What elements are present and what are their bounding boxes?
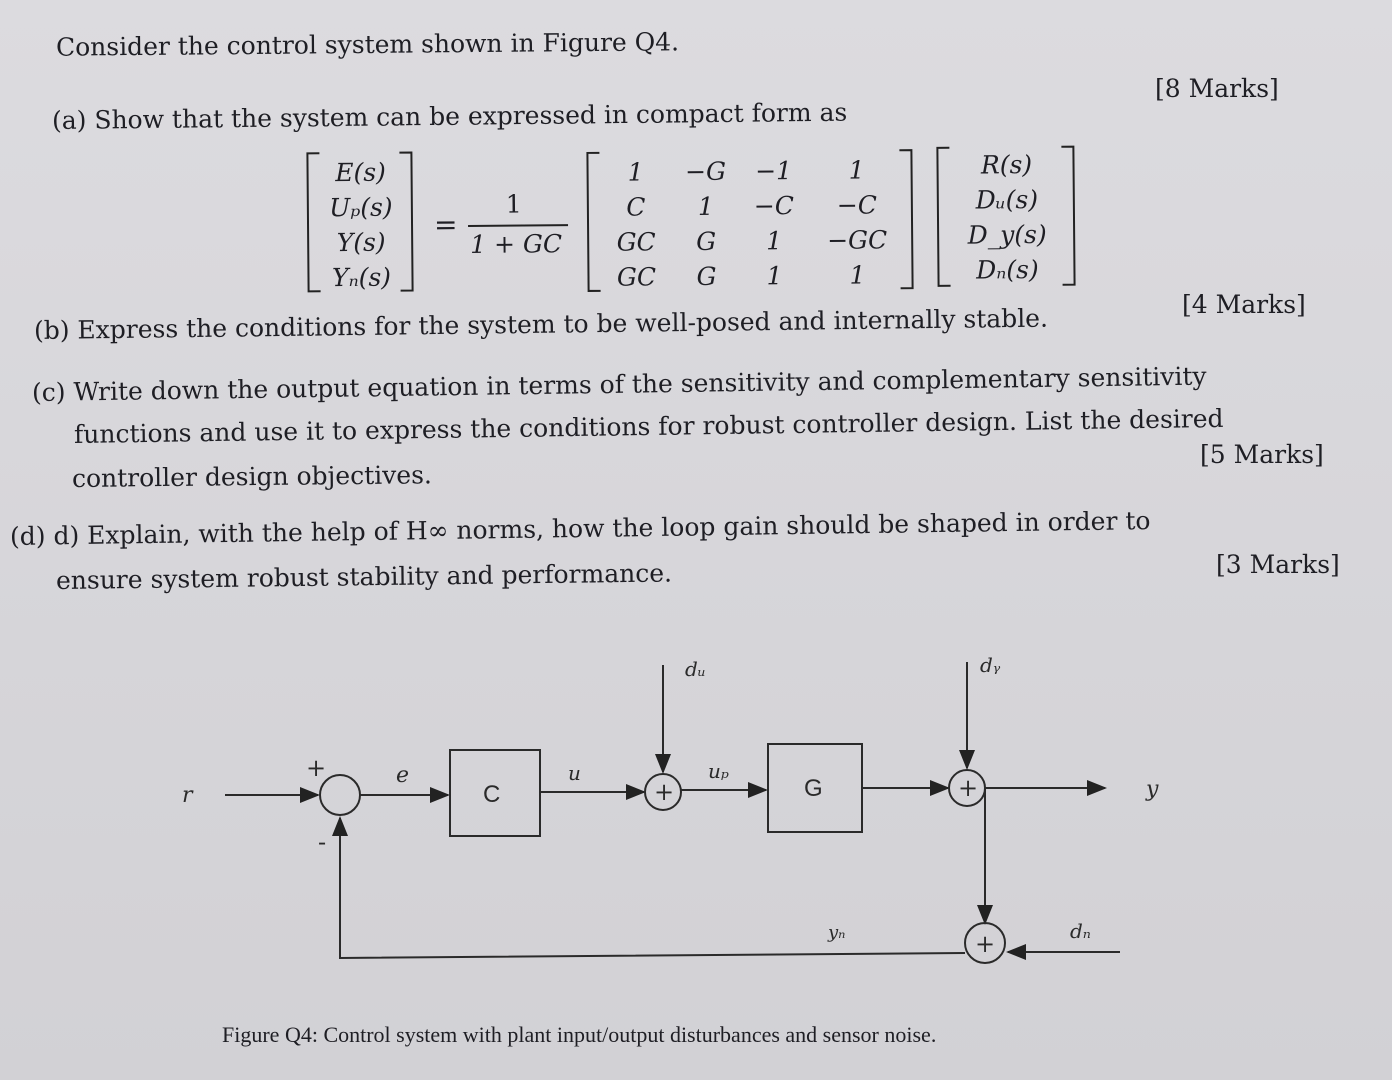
label-sum-plus-3: + bbox=[975, 930, 996, 958]
lhs-up: Uₚ(s) bbox=[329, 192, 393, 223]
compact-form-equation bbox=[299, 137, 1090, 304]
matrix-col-2 bbox=[671, 154, 740, 295]
fraction-denominator: 1 + GC bbox=[470, 229, 563, 259]
label-dy: dᵧ bbox=[980, 653, 1001, 677]
part-d-line-2: ensure system robust stability and performance. bbox=[55, 558, 673, 595]
part-c-line-2: functions and use it to express the conditions for robust controller design. List the desired bbox=[73, 403, 1224, 449]
m-1-3: −C bbox=[836, 190, 878, 220]
rhs-dy: D_y(s) bbox=[967, 219, 1047, 250]
part-b-marks: [4 Marks] bbox=[1182, 290, 1306, 319]
m-1-0: C bbox=[626, 192, 646, 222]
label-sum-plus-2: + bbox=[958, 774, 979, 802]
label-c: C bbox=[483, 781, 501, 808]
m-3-3: 1 bbox=[849, 260, 866, 290]
label-e: e bbox=[396, 763, 410, 788]
rhs-dn: Dₙ(s) bbox=[976, 255, 1039, 285]
part-d-marks: [3 Marks] bbox=[1216, 550, 1340, 579]
lhs-y: Y(s) bbox=[336, 227, 386, 258]
m-3-2: 1 bbox=[766, 261, 783, 291]
m-0-3: 1 bbox=[848, 155, 865, 185]
figure-caption: Figure Q4: Control system with plant input/output disturbances and sensor noise. bbox=[222, 1022, 937, 1047]
m-3-0: GC bbox=[616, 262, 657, 292]
intro-text: Consider the control system shown in Figure Q4. bbox=[55, 27, 680, 62]
block-diagram bbox=[160, 640, 1200, 980]
part-c-line-1: (c) Write down the output equation in terms of the sensitivity and complementary sensitivity bbox=[31, 361, 1207, 407]
lhs-yn: Yₙ(s) bbox=[331, 262, 392, 293]
part-a-text: (a) Show that the system can be expressed in compact form as bbox=[51, 97, 848, 135]
m-1-1: 1 bbox=[697, 191, 714, 221]
m-2-3: −GC bbox=[827, 225, 888, 255]
part-a-marks: [8 Marks] bbox=[1155, 74, 1279, 103]
matrix-col-1 bbox=[601, 154, 670, 295]
label-plus-top: + bbox=[306, 754, 327, 782]
label-yn: yₙ bbox=[828, 922, 846, 943]
part-d-line-1: (d) d) Explain, with the help of H∞ norms, how the loop gain should be shaped in order to bbox=[9, 506, 1151, 551]
m-0-2: −1 bbox=[755, 156, 793, 186]
matrix-col-4 bbox=[813, 152, 900, 293]
label-sum-plus-1: + bbox=[654, 778, 675, 806]
part-c-marks: [5 Marks] bbox=[1200, 440, 1324, 469]
label-g: G bbox=[804, 775, 823, 802]
part-c-line-3: controller design objectives. bbox=[71, 460, 433, 493]
rhs-du: Dᵤ(s) bbox=[975, 185, 1039, 215]
m-3-1: G bbox=[696, 261, 717, 291]
equals-sign: = bbox=[433, 208, 458, 242]
m-0-1: −G bbox=[684, 156, 727, 187]
rhs-vector bbox=[951, 147, 1062, 288]
m-1-2: −C bbox=[753, 191, 795, 221]
part-b-text: (b) Express the conditions for the system to be well-posed and internally stable. bbox=[33, 303, 1049, 345]
m-2-0: GC bbox=[616, 227, 656, 257]
m-2-2: 1 bbox=[766, 226, 783, 256]
label-u: u bbox=[568, 761, 581, 785]
label-y: y bbox=[1146, 777, 1159, 802]
label-up: uₚ bbox=[708, 759, 729, 783]
label-dn: dₙ bbox=[1070, 919, 1091, 943]
wire-feedback bbox=[340, 818, 965, 958]
label-r: r bbox=[182, 783, 193, 808]
m-0-0: 1 bbox=[627, 157, 644, 187]
lhs-vector bbox=[321, 155, 400, 296]
matrix-col-3 bbox=[739, 153, 808, 294]
rhs-r: R(s) bbox=[980, 150, 1033, 180]
lhs-e: E(s) bbox=[335, 157, 386, 188]
label-minus: - bbox=[318, 828, 327, 856]
fraction-numerator: 1 bbox=[505, 189, 522, 219]
label-du: dᵤ bbox=[685, 657, 706, 681]
m-2-1: G bbox=[696, 226, 717, 256]
